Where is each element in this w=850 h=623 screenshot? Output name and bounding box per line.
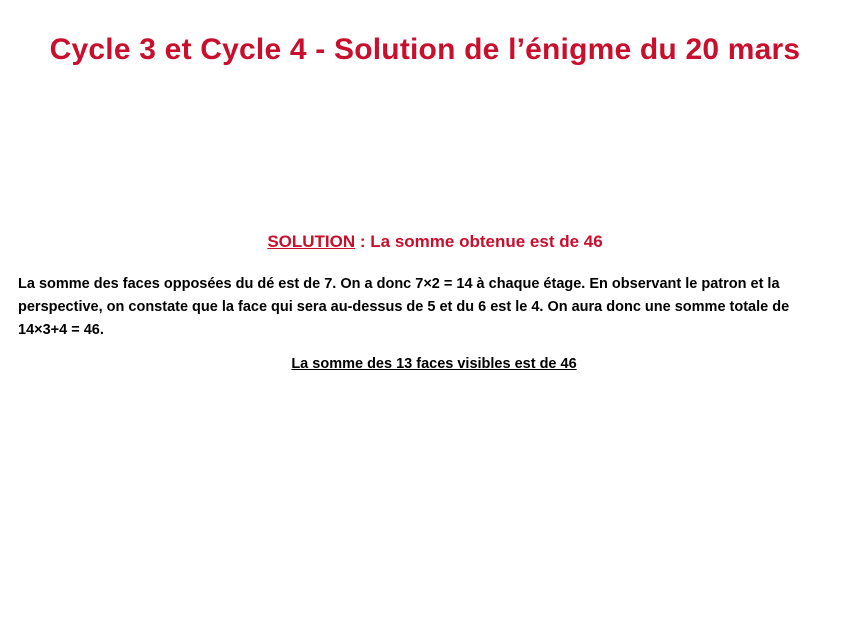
slide-title: Cycle 3 et Cycle 4 - Solution de l’énigme du 20 mars [49,33,801,66]
solution-heading [0,232,850,252]
solution-keyword: SOLUTION [267,232,356,251]
solution-answer: : La somme obtenue est de 46 [355,232,603,251]
conclusion-line: La somme des 13 faces visibles est de 46 [291,356,577,372]
explanation-paragraph: La somme des faces opposées du dé est de 7. On a donc 7×2 = 14 à chaque étage. En observant le patron et la perspective, on constate que la face qui sera au-dessus de 5 et du 6 est le 4. On aura donc une somme totale de 14×3+4 = 46. [18,276,790,338]
